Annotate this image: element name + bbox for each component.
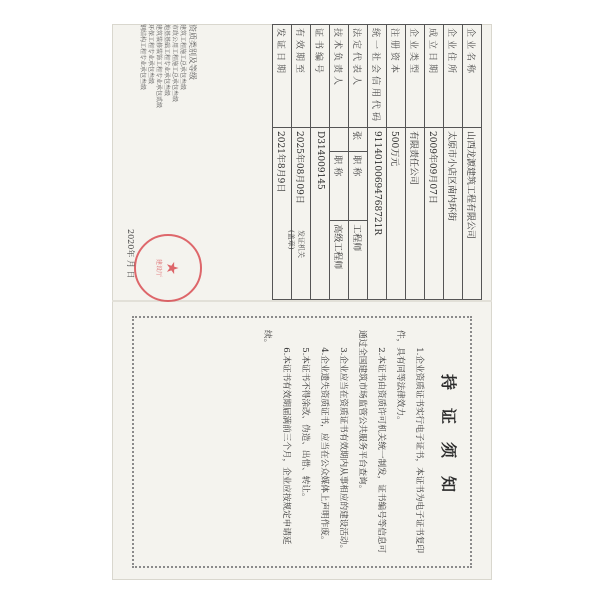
notice-paragraph: 4.企业遗失资质证书，应当在公众媒体上声明作废。 [319, 347, 329, 545]
field-value: 张 [349, 128, 368, 152]
field-value: 高级工程师 [330, 221, 349, 300]
field-label: 法定代表人 [349, 25, 368, 128]
field-value: 500万元 [387, 128, 406, 300]
scope-line: 市政公用工程施工总承包叁级 [171, 24, 178, 103]
notice-paragraph: 2.本证书由资质许可机关统一制发，证书编号等信息可通过全国建筑市场监管公共服务平台查询。 [357, 330, 386, 554]
table-row [311, 25, 330, 300]
table-row [387, 25, 406, 300]
field-label: 有效期至 [292, 25, 311, 128]
official-seal [134, 234, 202, 302]
qualification-scope [126, 24, 196, 224]
table-row [406, 25, 425, 300]
field-label: 注册资本 [387, 25, 406, 128]
field-value: 2025年08月09日 [292, 128, 311, 300]
seal-text: 建设厅 [155, 258, 163, 277]
field-label: 职称 [330, 152, 349, 221]
field-value: 2009年09月07日 [425, 128, 444, 300]
notice-title: 持证须知 [439, 373, 458, 510]
field-value: 山西龙源建筑工程有限公司 [463, 128, 482, 300]
table-row [349, 25, 368, 300]
field-label: 证书编号 [311, 25, 330, 128]
scope-line: 环保工程专业承包叁级 [147, 24, 154, 85]
notice-paragraph: 3.企业应当在资质证书有效期内从事相应的建设活动。 [338, 347, 348, 554]
field-label: 技术负责人 [330, 25, 349, 128]
notice-body [257, 322, 428, 562]
field-label: 职称 [349, 152, 368, 221]
field-value: D314009145 [311, 128, 330, 300]
field-label: 企业名称 [463, 25, 482, 128]
field-label: 发证日期 [273, 25, 292, 128]
field-value: 太原市小店区南内环街 [444, 128, 463, 300]
scope-line: 建筑装修装饰工程专业承包贰级 [155, 24, 162, 109]
field-value: 工程师 [349, 221, 368, 300]
notice-paragraph: 6.本证书有效期届满前三个月，企业应按规定申请延续。 [262, 330, 291, 545]
certificate-panel [122, 24, 482, 300]
field-label: 企业住所 [444, 25, 463, 128]
field-label: 企业类型 [406, 25, 425, 128]
scope-line: 钢结构工程专业承包叁级 [139, 24, 146, 91]
field-value: 91140100694768721R [368, 128, 387, 300]
scope-line: 建筑工程施工总承包叁级 [179, 24, 186, 91]
field-value: 2021年8月9日 [273, 128, 292, 300]
scope-line: 地基基础工程专业承包叁级 [163, 24, 170, 97]
table-row [463, 25, 482, 300]
field-label: 统一社会信用代码 [368, 25, 387, 128]
issuer-line: (盖章) [287, 230, 295, 250]
table-row [425, 25, 444, 300]
field-label: 成立日期 [425, 25, 444, 128]
field-value [330, 128, 349, 152]
notice-paragraph: 5.本证书不得涂改、伪造、出借、转让。 [300, 347, 310, 502]
scope-title: 资质类别及等级 [188, 24, 197, 80]
notice-paragraph: 1.企业资质证书实行电子证书，本证书为电子证书复印件，具有同等法律效力。 [395, 330, 424, 554]
notice-panel [137, 322, 467, 562]
table-row [368, 25, 387, 300]
field-value: 有限责任公司 [406, 128, 425, 300]
star-icon: ★ [163, 260, 183, 276]
sign-date: 2020年 月 日 [126, 229, 135, 279]
table-row [444, 25, 463, 300]
issuer-block [286, 230, 306, 300]
issuer-line: 发证机关 [297, 230, 305, 258]
table-row [330, 25, 349, 300]
